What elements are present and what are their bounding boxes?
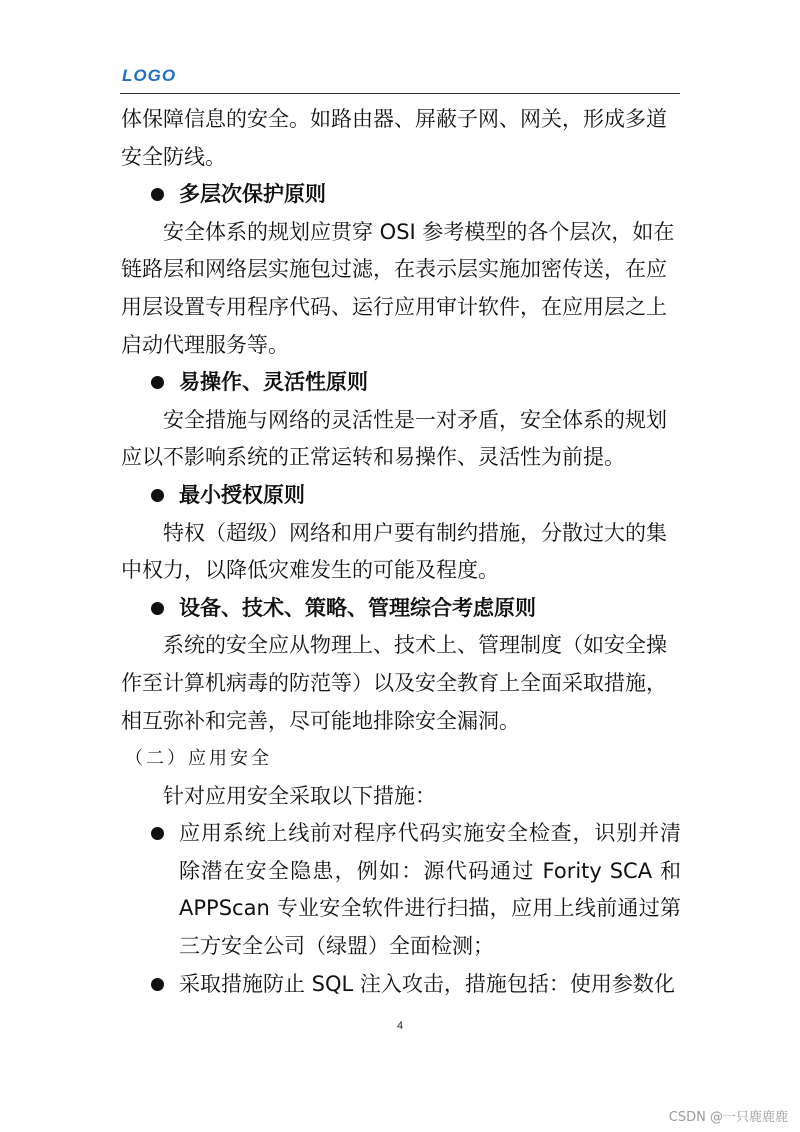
paragraph: 特权（超级）网络和用户要有制约措施，分散过大的集中权力，以降低灾难发生的可能及程度。 bbox=[121, 520, 667, 583]
heading-text: 易操作、灵活性原则 bbox=[179, 370, 368, 395]
logo: LOGO bbox=[122, 66, 177, 85]
list-item bbox=[121, 966, 681, 1004]
list-item-text: 采取措施防止 SQL 注入攻击，措施包括：使用参数化 bbox=[179, 971, 675, 996]
bullet-heading bbox=[121, 364, 681, 402]
section-heading: （二）应用安全 bbox=[125, 748, 272, 770]
bullet-heading bbox=[121, 176, 681, 214]
paragraph: 针对应用安全采取以下措施： bbox=[163, 783, 436, 808]
heading-text: 最小授权原则 bbox=[179, 482, 305, 507]
list-item bbox=[121, 815, 681, 965]
document-body bbox=[121, 101, 681, 1003]
bullet-heading bbox=[121, 477, 681, 515]
header-rule bbox=[120, 93, 680, 94]
heading-text: 多层次保护原则 bbox=[179, 182, 326, 207]
bullet-dot-icon bbox=[151, 376, 164, 389]
paragraph: 体保障信息的安全。如路由器、屏蔽子网、网关，形成多道安全防线。 bbox=[121, 107, 667, 169]
watermark: CSDN @一只鹿鹿鹿 bbox=[668, 1110, 788, 1125]
bullet-dot-icon bbox=[151, 602, 164, 615]
bullet-dot-icon bbox=[151, 827, 164, 840]
bullet-dot-icon bbox=[151, 978, 164, 991]
list-item-text: 应用系统上线前对程序代码实施安全检查，识别并清除潜在安全隐患，例如：源代码通过 Fority SCA 和 APPScan 专业安全软件进行扫描，应用上线前通过第三方安全公司（绿盟）全面检测； bbox=[179, 821, 681, 959]
bullet-dot-icon bbox=[151, 489, 164, 502]
page-number: 4 bbox=[396, 1020, 404, 1032]
paragraph: 安全措施与网络的灵活性是一对矛盾，安全体系的规划应以不影响系统的正常运转和易操作、灵活性为前提。 bbox=[121, 407, 667, 470]
paragraph: 系统的安全应从物理上、技术上、管理制度（如安全操作至计算机病毒的防范等）以及安全教育上全面采取措施，相互弥补和完善，尽可能地排除安全漏洞。 bbox=[121, 633, 667, 733]
bullet-heading bbox=[121, 590, 681, 628]
bullet-dot-icon bbox=[151, 188, 164, 201]
paragraph: 安全体系的规划应贯穿 OSI 参考模型的各个层次，如在链路层和网络层实施包过滤，在表示层实施加密传送，在应用层设置专用程序代码、运行应用审计软件，在应用层之上启动代理服务等。 bbox=[121, 219, 675, 357]
heading-text: 设备、技术、策略、管理综合考虑原则 bbox=[179, 595, 536, 620]
